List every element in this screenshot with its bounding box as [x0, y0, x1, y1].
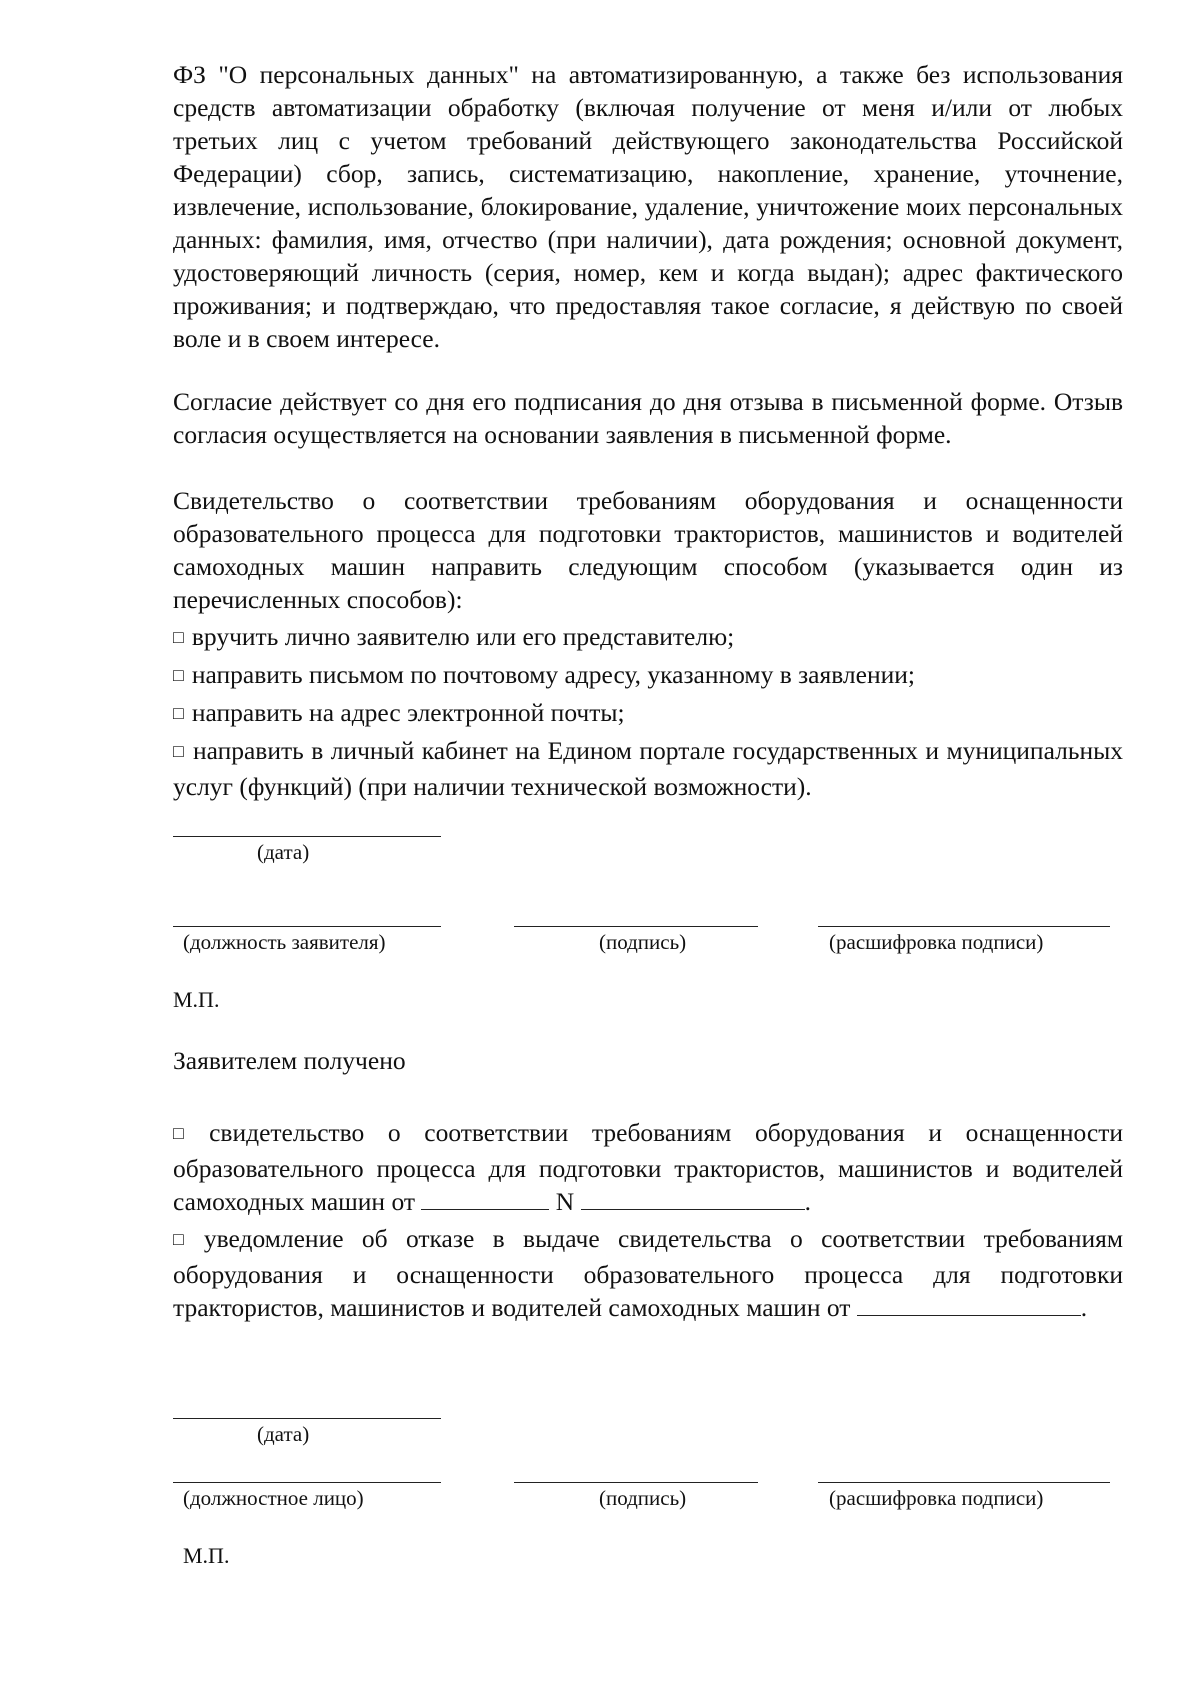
signature-caption-2: (подпись): [599, 1486, 687, 1510]
checkbox-icon[interactable]: [173, 622, 192, 651]
delivery-option-1[interactable]: □ вручить лично заявителю или его представителю;: [173, 620, 1123, 656]
checkbox-icon[interactable]: [173, 1118, 209, 1147]
decode-caption: (расшифровка подписи): [829, 930, 1044, 954]
checkbox-icon[interactable]: [173, 698, 192, 727]
stamp-mark-2: М.П.: [183, 1543, 230, 1568]
signature-line-2[interactable]: [514, 1482, 758, 1483]
received-heading: Заявителем получено: [173, 1046, 406, 1075]
position-caption: (должность заявителя): [183, 930, 386, 954]
certificate-date-field[interactable]: [421, 1187, 549, 1210]
date-caption-2: (дата): [257, 1422, 310, 1446]
certificate-number-field[interactable]: [581, 1187, 805, 1210]
delivery-option-2[interactable]: □ направить письмом по почтовому адресу, указанному в заявлении;: [173, 658, 1123, 694]
refusal-date-field[interactable]: [857, 1293, 1081, 1316]
decode-line[interactable]: [818, 926, 1110, 927]
position-line[interactable]: [173, 926, 441, 927]
decode-caption-2: (расшифровка подписи): [829, 1486, 1044, 1510]
checkbox-icon[interactable]: [173, 736, 193, 765]
official-position-line[interactable]: [173, 1482, 441, 1483]
signature-caption: (подпись): [599, 930, 687, 954]
date-line-2[interactable]: [173, 1418, 441, 1419]
delivery-option-4[interactable]: □ направить в личный кабинет на Едином портале государственных и муниципальных услуг (функций) (при наличии технической возможности).: [173, 734, 1123, 803]
delivery-instructions-paragraph: Свидетельство о соответствии требованиям оборудования и оснащенности образовательного процесса для подготовки трактористов, машинистов и водителей самоходных машин направить следующим способом (указывается один из перечисленных способов):: [173, 486, 1123, 614]
delivery-option-3[interactable]: □ направить на адрес электронной почты;: [173, 696, 1123, 732]
official-position-caption: (должностное лицо): [183, 1486, 364, 1510]
checkbox-icon[interactable]: [173, 660, 192, 689]
date-line[interactable]: [173, 836, 441, 837]
checkbox-icon[interactable]: [173, 1224, 204, 1253]
stamp-mark: М.П.: [173, 987, 220, 1012]
received-item-1[interactable]: □ свидетельство о соответствии требованиям оборудования и оснащенности образовательного процесса для подготовки трактористов, машинистов и водителей самоходных машин от N .: [173, 1116, 1123, 1218]
signature-line[interactable]: [514, 926, 758, 927]
consent-paragraph-1: ФЗ "О персональных данных" на автоматизированную, а также без использования средств автоматизации обработку (включая получение от меня и/или от любых третьих лиц с учетом требований действующего законодательства Российской Федерации) сбор, запись, систематизацию, накопление, хранение, уточнение, извлечение, использование, блокирование, удаление, уничтожение моих персональных данных: фамилия, имя, отчество (при наличии), дата рождения; основной документ, удостоверяющий личность (серия, номер, кем и когда выдан); адрес фактического проживания; и подтверждаю, что предоставляя такое согласие, я действую по своей воле и в своем интересе.: [173, 60, 1123, 353]
date-caption: (дата): [257, 840, 310, 864]
received-item-2[interactable]: □ уведомление об отказе в выдаче свидетельства о соответствии требованиям оборудования и оснащенности образовательного процесса для подготовки трактористов, машинистов и водителей самоходных машин от .: [173, 1222, 1123, 1324]
consent-paragraph-2: Согласие действует со дня его подписания до дня отзыва в письменной форме. Отзыв согласия осуществляется на основании заявления в письменной форме.: [173, 387, 1123, 449]
decode-line-2[interactable]: [818, 1482, 1110, 1483]
